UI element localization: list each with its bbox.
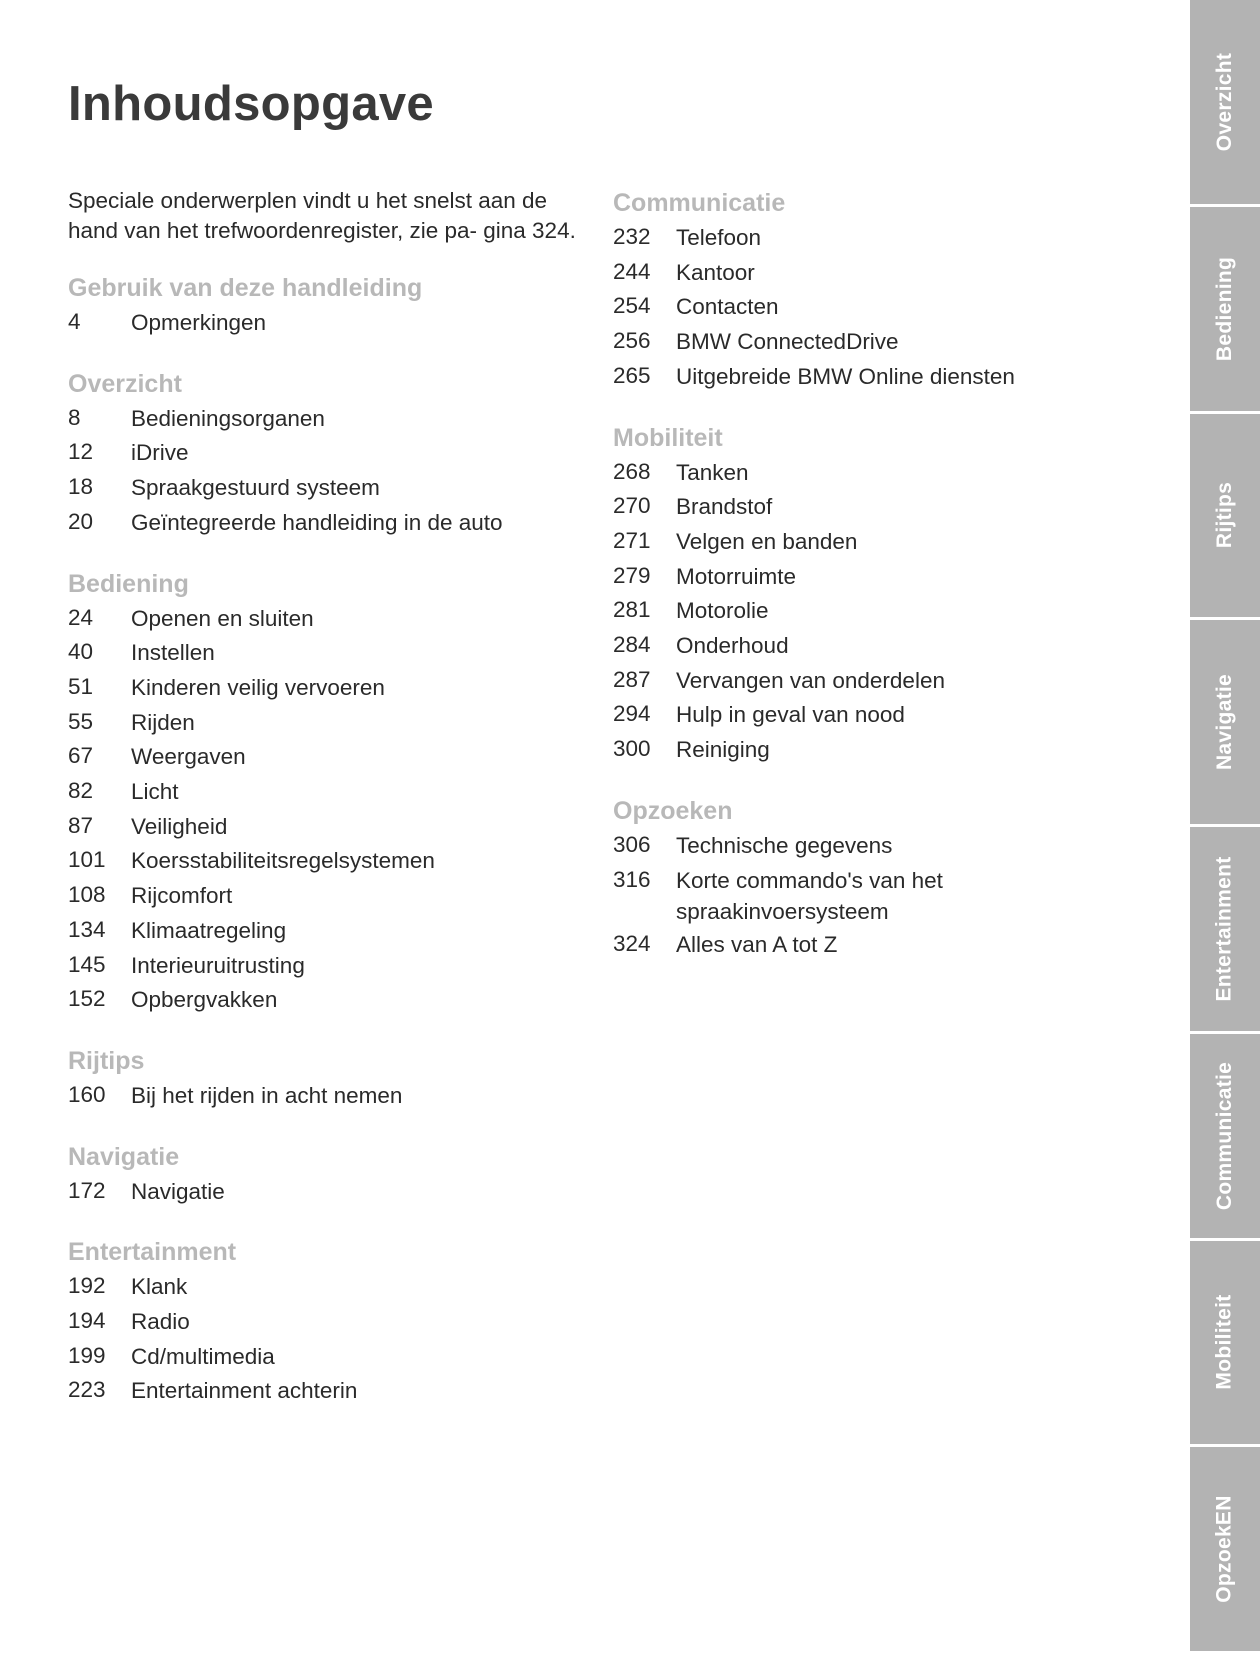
side-tab-navigatie[interactable]	[1190, 620, 1260, 827]
toc-page-number: 160	[68, 1081, 106, 1107]
toc-entry-label: Tanken	[676, 459, 749, 485]
toc-entry-label: Radio	[131, 1309, 190, 1335]
toc-page-number: 12	[68, 439, 94, 465]
toc-entry[interactable]	[613, 697, 1093, 732]
toc-entry[interactable]	[68, 1174, 588, 1209]
toc-entry-label: Vervangen van onderdelen	[676, 667, 945, 693]
toc-page-number: 55	[68, 708, 94, 734]
toc-page-number: 194	[68, 1308, 106, 1334]
toc-entry-label: Instellen	[131, 640, 215, 666]
toc-page-number: 101	[68, 847, 106, 873]
toc-page-number: 316	[613, 866, 651, 892]
toc-entry[interactable]	[68, 305, 588, 340]
toc-entry-label: BMW ConnectedDrive	[676, 329, 899, 355]
toc-entry-label: Velgen en banden	[676, 528, 858, 554]
toc-page-number: 172	[68, 1177, 106, 1203]
toc-page-number: 145	[68, 951, 106, 977]
toc-entry-label: Motorruimte	[676, 563, 797, 589]
toc-entry-label: Reiniging	[676, 737, 770, 763]
toc-entry[interactable]	[613, 593, 1093, 628]
toc-entry-label: Alles van A tot Z	[676, 931, 838, 957]
toc-entry-label: Onderhoud	[676, 633, 789, 659]
toc-entry[interactable]	[68, 1373, 588, 1408]
toc-page-number: 281	[613, 597, 651, 623]
toc-entry[interactable]	[68, 1078, 588, 1113]
toc-section-opzoeken	[613, 794, 1093, 961]
toc-section-overzicht	[68, 367, 588, 540]
toc-page-number: 87	[68, 812, 94, 838]
side-tab-label: Mobiliteit	[1213, 1294, 1236, 1390]
toc-entry-label: Opbergvakken	[131, 987, 278, 1013]
toc-page-number: 67	[68, 743, 94, 769]
section-heading: Navigatie	[68, 1142, 180, 1171]
toc-page-number: 152	[68, 986, 106, 1012]
toc-page-number: 223	[68, 1377, 106, 1403]
section-heading: Overzicht	[68, 369, 182, 398]
side-tab-label: Navigatie	[1213, 674, 1237, 771]
toc-entry-label: Contacten	[676, 294, 779, 320]
toc-page-number: 294	[613, 701, 651, 727]
toc-page-number: 265	[613, 362, 651, 388]
toc-entry[interactable]	[613, 489, 1093, 524]
toc-entry[interactable]	[613, 628, 1093, 663]
toc-entry-label: Telefoon	[676, 225, 762, 250]
toc-entry[interactable]	[68, 705, 588, 740]
toc-entry[interactable]	[613, 324, 1093, 359]
toc-entry[interactable]	[68, 670, 588, 705]
toc-entry[interactable]	[613, 663, 1093, 698]
toc-page-number: 306	[613, 831, 651, 857]
toc-section-gebruik-van-deze-handleiding	[68, 271, 588, 340]
side-tab-bar	[1190, 0, 1260, 1654]
toc-page-number: 300	[613, 736, 651, 762]
toc-entry-label: Licht	[131, 779, 179, 805]
toc-page-number: 4	[68, 309, 81, 334]
section-heading: Gebruik van deze handleiding	[68, 274, 423, 302]
toc-entry-label: Entertainment achterin	[131, 1378, 358, 1404]
page-title: Inhoudsopgave	[68, 77, 434, 131]
toc-entry-label: Brandstof	[676, 494, 773, 520]
toc-page-number: 134	[68, 916, 106, 942]
toc-entry-label: Bedieningsorganen	[131, 405, 325, 431]
side-tab-label: Communicatie	[1213, 1061, 1237, 1210]
toc-section-entertainment	[68, 1235, 588, 1408]
toc-entry-label: Koersstabiliteitsregelsystemen	[131, 848, 435, 874]
section-heading: Mobiliteit	[613, 423, 723, 452]
toc-entry-label: Klank	[131, 1274, 188, 1300]
side-tab-opzoeken[interactable]	[1190, 1447, 1260, 1654]
toc-entry[interactable]	[68, 1339, 588, 1374]
toc-section-mobiliteit	[613, 421, 1093, 767]
side-tab-label: Bediening	[1213, 256, 1236, 361]
toc-entry[interactable]	[68, 435, 588, 470]
side-tab-label: Entertainment	[1213, 856, 1236, 1002]
toc-entry-label: Hulp in geval van nood	[676, 702, 905, 728]
toc-page-number: 287	[613, 666, 651, 692]
toc-entry[interactable]	[613, 828, 1093, 863]
toc-entry[interactable]	[613, 359, 1093, 394]
toc-entry[interactable]	[68, 913, 588, 948]
toc-entry[interactable]	[68, 809, 588, 844]
toc-entry[interactable]	[613, 732, 1093, 767]
intro-text: Speciale onderwerplen vindt u het snelst aan de hand van het trefwoordenregister, zie pa- gina 324.	[68, 188, 576, 243]
toc-entry[interactable]	[68, 774, 588, 809]
toc-entry[interactable]	[68, 843, 588, 878]
section-heading: Opzoeken	[613, 796, 733, 825]
toc-entry[interactable]	[613, 455, 1093, 490]
toc-page-number: 51	[68, 673, 94, 699]
toc-entry-label: Klimaatregeling	[131, 917, 287, 943]
toc-page-number: 192	[68, 1273, 106, 1299]
toc-page-number: 82	[68, 778, 94, 804]
toc-entry-label: iDrive	[131, 440, 189, 466]
toc-left-column	[68, 186, 588, 1435]
toc-entry-label: Spraakgestuurd systeem	[131, 475, 380, 501]
toc-page-number: 18	[68, 474, 94, 500]
toc-page-number: 20	[68, 508, 94, 534]
toc-entry[interactable]	[613, 863, 1093, 927]
toc-page-number: 108	[68, 882, 106, 908]
toc-entry[interactable]	[613, 927, 1093, 962]
toc-entry[interactable]	[613, 559, 1093, 594]
toc-entry[interactable]	[613, 255, 1093, 290]
side-tab-bediening[interactable]	[1190, 207, 1260, 414]
toc-entry-label: Navigatie	[131, 1178, 225, 1204]
toc-page-number: 270	[613, 493, 651, 519]
toc-entry-label: Technische gegevens	[676, 832, 893, 858]
toc-page-number: 40	[68, 639, 94, 665]
toc-section-navigatie	[68, 1140, 588, 1209]
toc-page-number: 244	[613, 258, 651, 284]
toc-entry[interactable]	[68, 401, 588, 436]
toc-page-number: 199	[68, 1342, 106, 1368]
toc-page-number: 254	[613, 293, 651, 319]
toc-entry-label: Geïntegreerde handleiding in de auto	[131, 509, 503, 535]
toc-entry-label: Rijcomfort	[131, 883, 233, 909]
toc-entry-label: Interieuruitrusting	[131, 952, 305, 978]
toc-entry-label: Opmerkingen	[131, 310, 267, 335]
toc-entry[interactable]	[68, 982, 588, 1017]
section-heading: Rijtips	[68, 1046, 145, 1075]
toc-entry[interactable]	[68, 601, 588, 636]
toc-entry-label: Motorolie	[676, 598, 769, 624]
toc-entry[interactable]	[68, 948, 588, 983]
toc-entry[interactable]	[68, 505, 588, 540]
toc-entry-label: Weergaven	[131, 744, 246, 770]
toc-entry-label: Uitgebreide BMW Online diensten	[676, 363, 1015, 389]
toc-entry[interactable]	[613, 220, 1093, 255]
toc-entry-label: Openen en sluiten	[131, 605, 314, 631]
toc-entry[interactable]	[68, 1269, 588, 1304]
toc-right-column	[613, 186, 1093, 988]
toc-entry[interactable]	[613, 289, 1093, 324]
toc-entry[interactable]	[68, 470, 588, 505]
section-heading: Communicatie	[613, 189, 786, 217]
toc-page-number: 8	[68, 404, 81, 430]
toc-page-number: 271	[613, 527, 651, 553]
toc-entry[interactable]	[68, 1304, 588, 1339]
toc-page-number: 256	[613, 328, 651, 354]
toc-page-number: 324	[613, 930, 651, 956]
toc-section-rijtips	[68, 1044, 588, 1113]
toc-entry-label: Rijden	[131, 709, 195, 735]
toc-page-number: 24	[68, 604, 94, 630]
toc-entry-label: Veiligheid	[131, 813, 228, 839]
toc-entry[interactable]	[68, 739, 588, 774]
toc-entry-label: Kantoor	[676, 259, 755, 285]
toc-page-number: 279	[613, 562, 651, 588]
side-tab-label: OpzoekEN	[1213, 1495, 1237, 1603]
toc-entry-label: Bij het rijden in acht nemen	[131, 1082, 403, 1108]
side-tab-communicatie[interactable]	[1190, 1034, 1260, 1241]
side-tab-entertainment[interactable]	[1190, 827, 1260, 1034]
toc-entry-label: Cd/multimedia	[131, 1343, 275, 1369]
toc-entry[interactable]	[613, 524, 1093, 559]
section-heading: Bediening	[68, 569, 189, 598]
toc-entry[interactable]	[68, 635, 588, 670]
toc-page-number: 232	[613, 224, 651, 249]
toc-section-communicatie	[613, 186, 1093, 394]
toc-entry-label: Kinderen veilig vervoeren	[131, 674, 385, 700]
side-tab-overzicht[interactable]	[1190, 0, 1260, 207]
side-tab-mobiliteit[interactable]	[1190, 1241, 1260, 1448]
toc-entry[interactable]	[68, 878, 588, 913]
toc-entry-label: Korte commando's van het spraakinvoersysteem	[676, 867, 943, 924]
toc-section-bediening	[68, 567, 588, 1017]
side-tab-label: Rijtips	[1213, 482, 1236, 549]
section-heading: Entertainment	[68, 1238, 237, 1267]
toc-page-number: 284	[613, 632, 651, 658]
side-tab-rijtips[interactable]	[1190, 414, 1260, 621]
toc-page-number: 268	[613, 458, 651, 484]
side-tab-label: Overzicht	[1213, 52, 1236, 152]
